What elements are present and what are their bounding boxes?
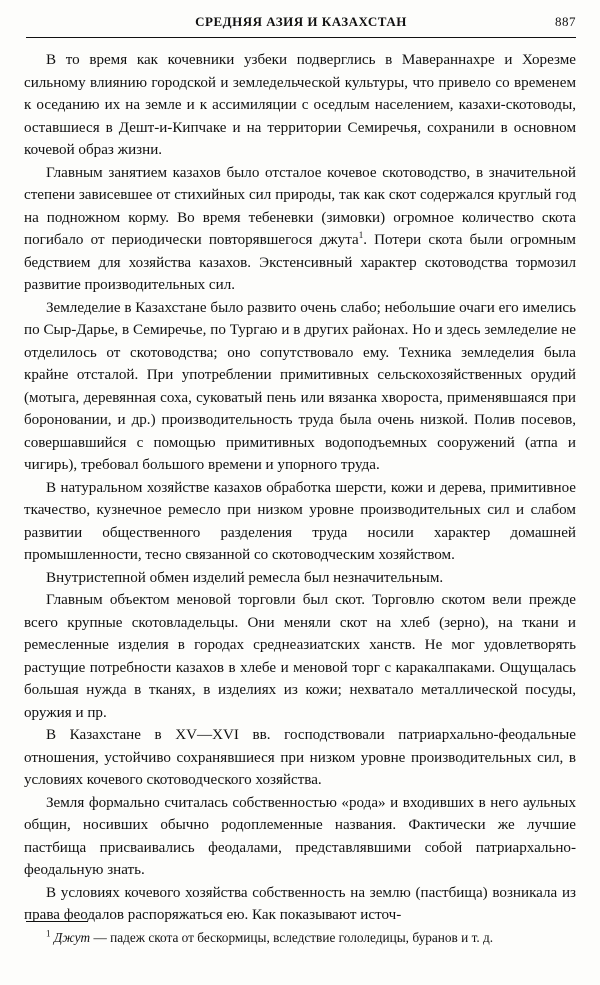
paragraph: Главным объектом меновой торговли был скот. Торговлю скотом вели прежде всего крупные скотовладельцы. Они меняли скот на хлеб (зерно), на ткани и ремесленные изделия в городах среднеазиатских ханств. Не мог удовлетворять растущие потребности казахов в хлебе и меновой торг с каракалпаками. Ощущалась большая нужда в тканях, в изделиях из кожи; нехватало металлической посуды, оружия и пр. (24, 592, 576, 721)
footnote-marker: 1 (46, 928, 51, 939)
paragraph: Земля формально считалась собственностью «рода» и входивших в него аульных общин, носивших обычно родоплеменные названия. Фактически же лучшие пастбища присваивались феодалами, представлявшими собой патриархально-феодальную знать. (24, 794, 576, 878)
footnote-ref: 1 (358, 229, 364, 240)
paragraph: В то время как кочевники узбеки подверглись в Мавераннахре и Хорезме сильному влиянию городской и земледельческой культуры, что привело со временем к оседанию их на земле и к ассимиляции с оседлым населением, казахи-скотоводы, оставшиеся в Дешт-и-Кипчаке и на территории Семиречья, сохранили в основном кочевой образ жизни. (24, 52, 576, 158)
paragraph-text: Главным занятием казахов было отсталое кочевое скотоводство, в значительной степени зависевшее от стихийных сил природы, так как скот содержался круглый год на подножном корму. Во время тебеневки (зимовки) огромное количество скота погибало от периодически повторявшегося джута (24, 164, 576, 248)
page-number: 887 (555, 14, 576, 29)
paragraph: В условиях кочевого хозяйства собственность на землю (пастбища) возникала из права феодалов распоряжаться ею. Как показывают источ- (24, 884, 576, 923)
header-rule (26, 37, 576, 38)
footnote (24, 929, 576, 947)
paragraph (24, 162, 576, 297)
footnote-rule (26, 921, 88, 922)
footnote-text: — падеж скота от бескормицы, вследствие гололедицы, буранов и т. д. (90, 930, 494, 945)
paragraph: Земледелие в Казахстане было развито очень слабо; небольшие очаги его имелись по Сыр-Дарье, в Семиречье, по Тургаю и в других районах. Но и здесь земледелие не отделилось от скотоводства; оно сопутствовало ему. Техника земледелия была крайне отсталой. При употреблении примитивных сельскохозяйственных орудий (мотыга, деревянная соха, суковатый пень или вязанка хвороста, применявшаяся при бороновании, и др.) производительность труда была очень низкой. Полив посевов, совершавшийся с помощью примитивных водоподъемных сооружений (атпа и чигирь), требовал большого времени и упорного труда. (24, 299, 576, 473)
paragraph-text: . Потери скота были огромным бедствием для хозяйства казахов. Экстенсивный характер скотоводства тормозил развитие производительных сил. (24, 232, 576, 293)
paragraph: В натуральном хозяйстве казахов обработка шерсти, кожи и дерева, примитивное ткачество, кузнечное ремесло при низком уровне производительных сил и слабом развитии общественного разделения труда носили характер домашней промышленности, тесно связанной со скотоводческим хозяйством. (24, 479, 576, 563)
paragraph: Внутристепной обмен изделий ремесла был незначительным. (46, 569, 444, 586)
footnote-term: Джут (53, 930, 91, 945)
main-text (24, 49, 576, 927)
running-title: СРЕДНЯЯ АЗИЯ И КАЗАХСТАН (195, 14, 407, 29)
paragraph: В Казахстане в XV—XVI вв. господствовали патриархально-феодальные отношения, устойчиво сохранявшиеся при низком уровне производительных сил, в условиях кочевого скотоводческого хозяйства. (24, 727, 576, 788)
running-header (26, 12, 576, 34)
